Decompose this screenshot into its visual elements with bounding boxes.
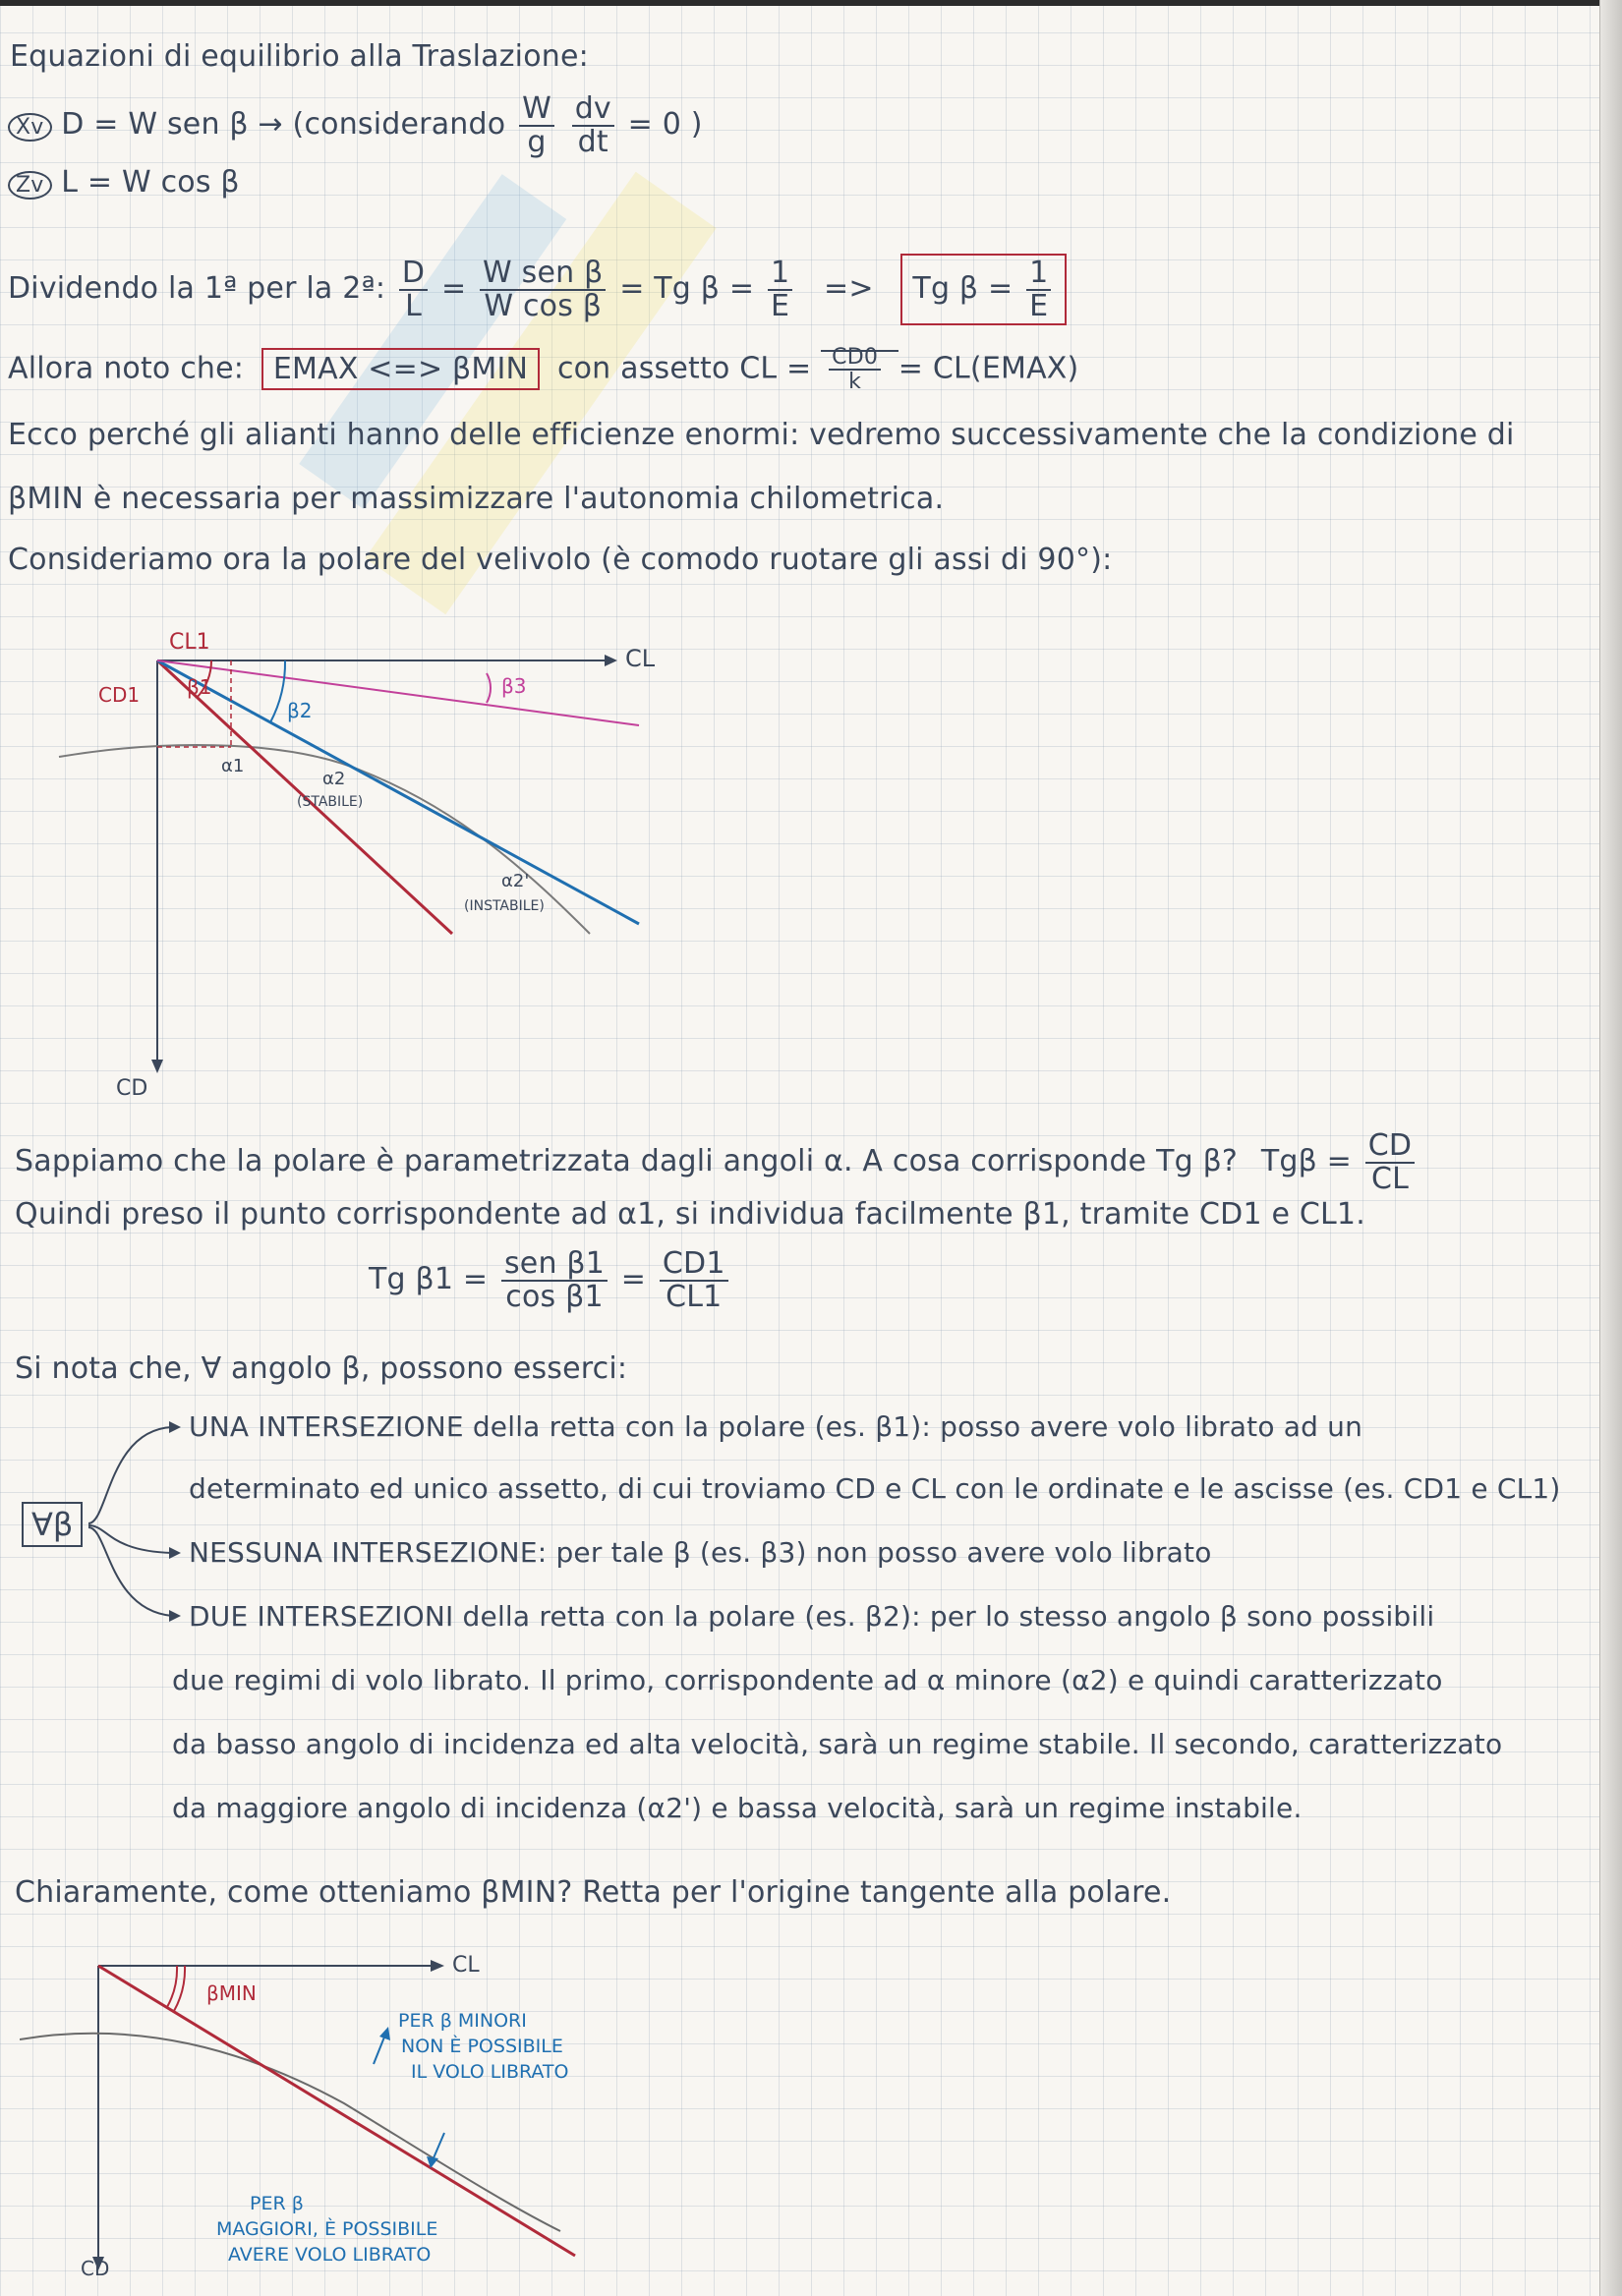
sqrt-cd0-k: $\frac{CD0}{k}$	[821, 350, 898, 386]
bmin-arc	[167, 1966, 177, 2007]
fraction-w-g: $\frac{W}{g}$	[519, 93, 554, 157]
case3-line3: da basso angolo di incidenza ed alta velocità, sarà un regime stabile. Il secondo, caratterizzato	[172, 1728, 1503, 1760]
polar-diagram-1	[39, 619, 668, 1111]
equation-zv: Zv L = W cos β	[8, 165, 240, 200]
label-bmin: βMIN	[206, 1981, 257, 2005]
label-stable: (STABILE)	[297, 794, 364, 810]
note-line: Allora noto che: EMAX <=> βMIN con assetto CL = $\frac{CD0}{k}$ = CL(EMAX)	[8, 345, 1079, 395]
page-top-edge	[0, 0, 1622, 6]
fraction-d-l: $\frac{D}{L}$	[399, 258, 428, 321]
equation-xv: Xv D = W sen β → (considerando $\frac{W}{g}$ $\frac{dv}{dt}$ = 0 )	[8, 93, 703, 157]
boxed-emax-bmin: EMAX <=> βMIN	[261, 348, 540, 390]
label-cl1: CL1	[169, 630, 210, 655]
beta3-line	[157, 660, 639, 725]
note-bottom-1: PER β	[250, 2193, 304, 2214]
note-top-2: NON È POSSIBILE	[401, 2036, 563, 2057]
label-alpha2: α2	[322, 769, 346, 789]
para2-line3: Si nota che, ∀ angolo β, possono esserci:	[15, 1351, 628, 1386]
label-unstable: (INSTABILE)	[464, 898, 545, 914]
fraction-wsen-wcos: $\frac{\text{W sen β}}{\text{W cos β}}$	[480, 258, 606, 321]
consider-line: Consideriamo ora la polare del velivolo (è comodo ruotare gli assi di 90°):	[8, 543, 1113, 577]
para1-line1: Ecco perché gli alianti hanno delle efficienze enormi: vedremo successivamente che la condizione di	[8, 418, 1515, 452]
case3-line1: DUE INTERSEZIONI della retta con la polare (es. β2): per lo stesso angolo β sono possibili	[189, 1600, 1435, 1633]
label-alpha2p: α2'	[501, 871, 530, 891]
label-beta2: β2	[287, 699, 313, 722]
closing-line: Chiaramente, come otteniamo βMIN? Retta per l'origine tangente alla polare.	[15, 1875, 1172, 1910]
label-cl-axis: CL	[625, 645, 656, 672]
label-cd-axis: CD	[116, 1076, 148, 1101]
cd-axis-arrow	[151, 1060, 163, 1073]
case1-line1: UNA INTERSEZIONE della retta con la polare (es. β1): posso avere volo librato ad un	[189, 1410, 1363, 1443]
label-beta1: β1	[187, 675, 212, 699]
para1-line2: βMIN è necessaria per massimizzare l'autonomia chilometrica.	[8, 482, 945, 516]
beta3-arc	[487, 673, 491, 703]
polar-diagram-2	[20, 1936, 649, 2290]
arrow-down	[433, 2133, 444, 2160]
arrow-up	[374, 2035, 385, 2064]
note-top-3: IL VOLO LIBRATO	[411, 2061, 569, 2083]
equations-title: Equazioni di equilibrio alla Traslazione:	[10, 39, 589, 74]
note-bottom-2: MAGGIORI, È POSSIBILE	[216, 2218, 438, 2240]
tag-xv: Xv	[8, 113, 52, 142]
cl-axis-2-arrow	[431, 1960, 444, 1972]
tag-zv: Zv	[8, 171, 52, 200]
case3-line4: da maggiore angolo di incidenza (α2') e bassa velocità, sarà un regime instabile.	[172, 1792, 1303, 1824]
divide-line: Dividendo la 1ª per la 2ª: $\frac{D}{L}$ = $\frac{\text{W sen β}}{\text{W cos β}}$ = Tg β = $\frac{1}{E}$ => Tg β = $\frac{1}{E}$	[8, 254, 1067, 325]
label-cd-axis-2: CD	[81, 2257, 110, 2280]
fraction-1-e: $\frac{1}{E}$	[768, 258, 792, 321]
cl-axis-arrow	[605, 655, 617, 666]
case3-line2: due regimi di volo librato. Il primo, corrispondente ad α minore (α2) e quindi caratterizzato	[172, 1664, 1443, 1696]
case2-line: NESSUNA INTERSEZIONE: per tale β (es. β3) non posso avere volo librato	[189, 1536, 1212, 1569]
notebook-binding	[1599, 0, 1622, 2296]
fraction-dv-dt: $\frac{dv}{dt}$	[572, 93, 614, 157]
fraction-cd-cl: $\frac{CD}{CL}$	[1365, 1130, 1415, 1194]
cases-bracket	[79, 1415, 187, 1632]
case1-line2: determinato ed unico assetto, di cui troviamo CD e CL con le ordinate e le ascisse (es. CD1 e CL1)	[189, 1472, 1561, 1505]
boxed-tg-beta: Tg β = $\frac{1}{E}$	[900, 254, 1067, 325]
para2-line2: Quindi preso il punto corrispondente ad α1, si individua facilmente β1, tramite CD1 e CL1.	[15, 1197, 1365, 1232]
tg-beta1-equation: Tg β1 = $\frac{\text{sen β1}}{\text{cos β1}}$ = $\frac{CD1}{CL1}$	[369, 1248, 732, 1312]
para2-line1: Sappiamo che la polare è parametrizzata dagli angoli α. A cosa corrisponde Tg β? Tgβ = $\frac{CD}{CL}$	[15, 1130, 1419, 1194]
label-alpha1: α1	[221, 756, 245, 776]
label-cd1: CD1	[98, 683, 141, 707]
bmin-arc-double	[174, 1966, 185, 2011]
for-all-beta-box: ∀β	[22, 1502, 83, 1547]
label-cl-axis-2: CL	[452, 1953, 480, 1978]
label-beta3: β3	[501, 674, 527, 698]
note-top-1: PER β MINORI	[398, 2010, 527, 2032]
beta2-arc	[270, 660, 285, 722]
note-bottom-3: AVERE VOLO LIBRATO	[228, 2244, 432, 2266]
